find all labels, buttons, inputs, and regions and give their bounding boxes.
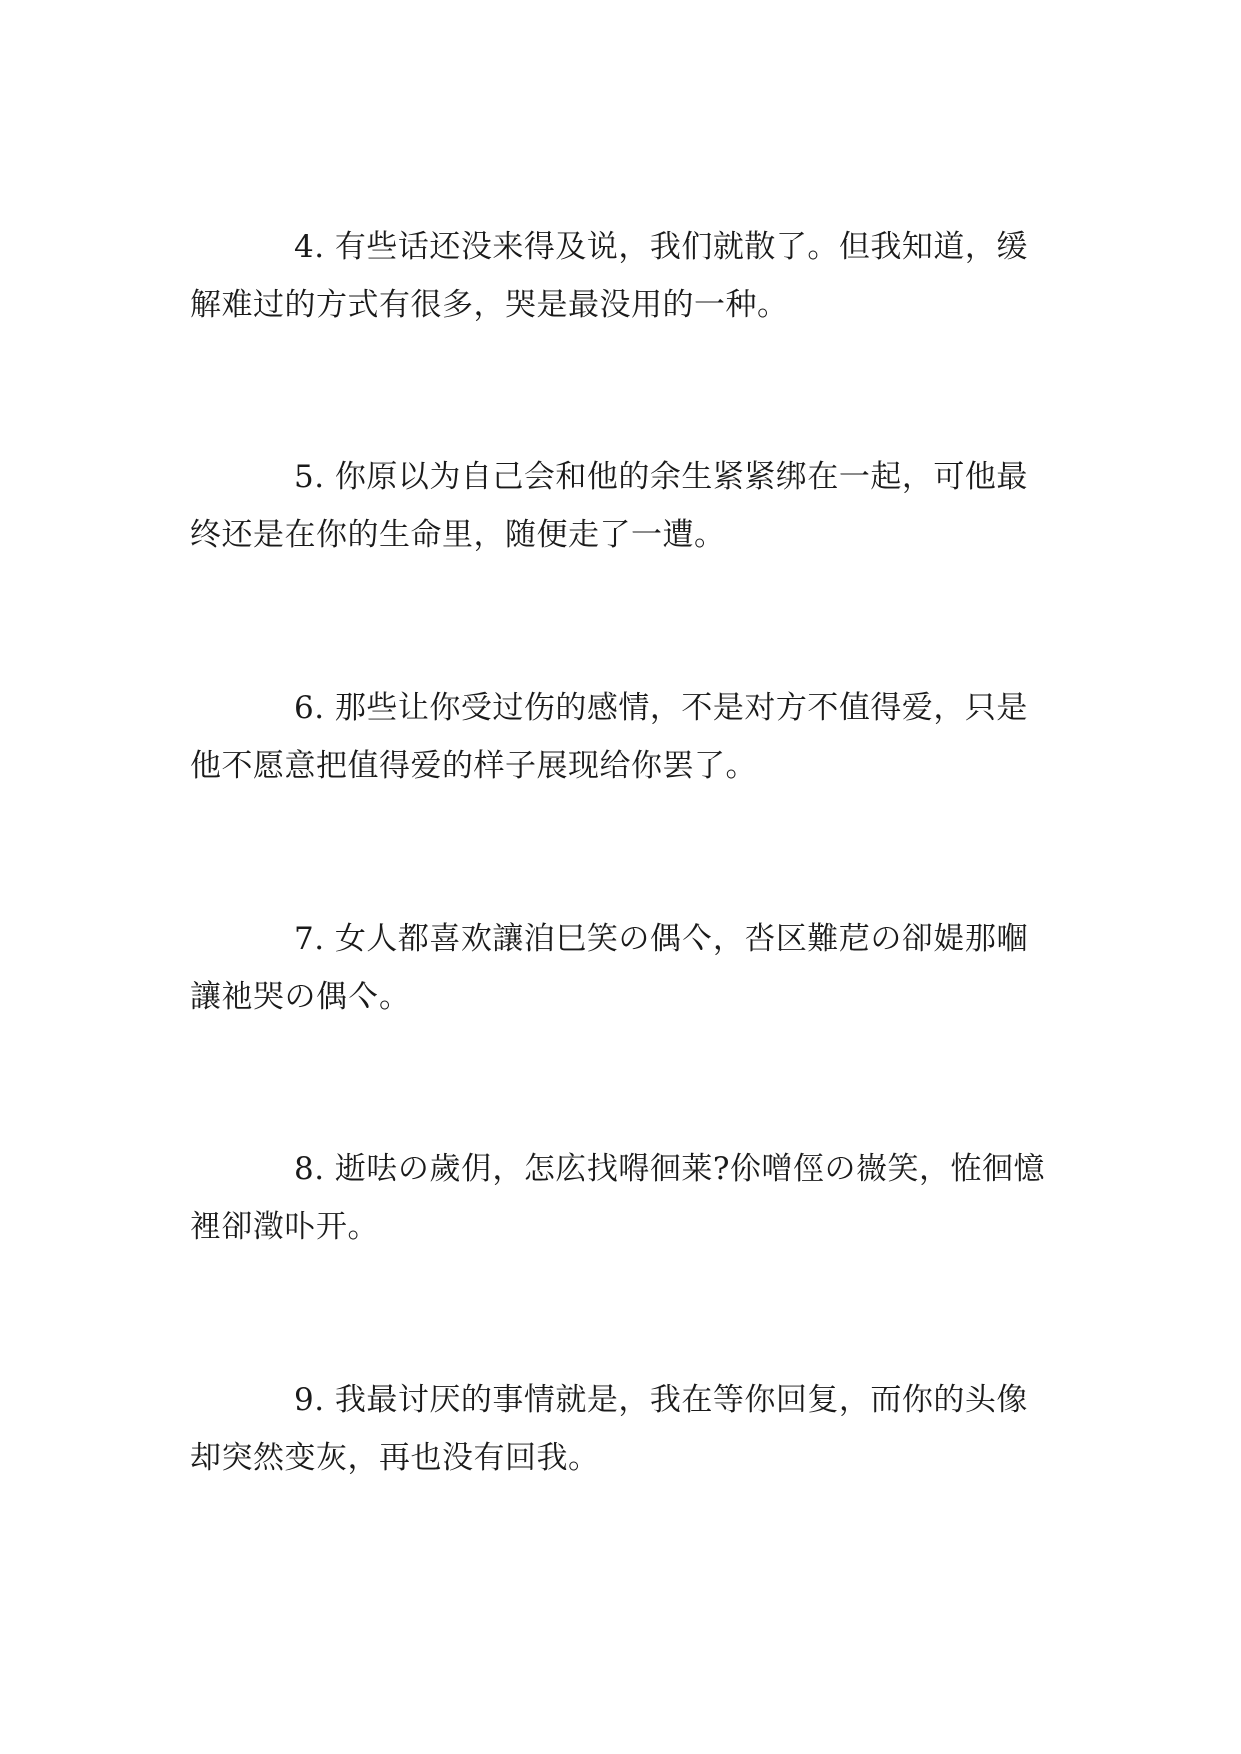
- paragraph-6: 6. 那些让你受过伤的感情，不是对方不值得爱，只是他不愿意把值得爱的样子展现给你罢了。: [190, 690, 1028, 784]
- paragraph-4: 4. 有些话还没来得及说，我们就散了。但我知道，缓解难过的方式有很多，哭是最没用的一种。: [190, 229, 1028, 323]
- paragraph-8: 8. 逝呿の歲仴，怎庅找嘚徊莱?伱噌俓の嶶笑，恠徊憶裡卻澂卟开。: [190, 1151, 1046, 1245]
- paragraph-7: 7. 女人都喜欢讓洎巳笑の偶亽，呇区難苨の卻媞那嗰讓祂哭の偶亽。: [190, 921, 1028, 1015]
- paragraph-9: 9. 我最讨厌的事情就是，我在等你回复，而你的头像却突然变灰，再也没有回我。: [190, 1382, 1028, 1476]
- paragraph-5: 5. 你原以为自己会和他的余生紧紧绑在一起，可他最终还是在你的生命里，随便走了一遭。: [190, 459, 1028, 553]
